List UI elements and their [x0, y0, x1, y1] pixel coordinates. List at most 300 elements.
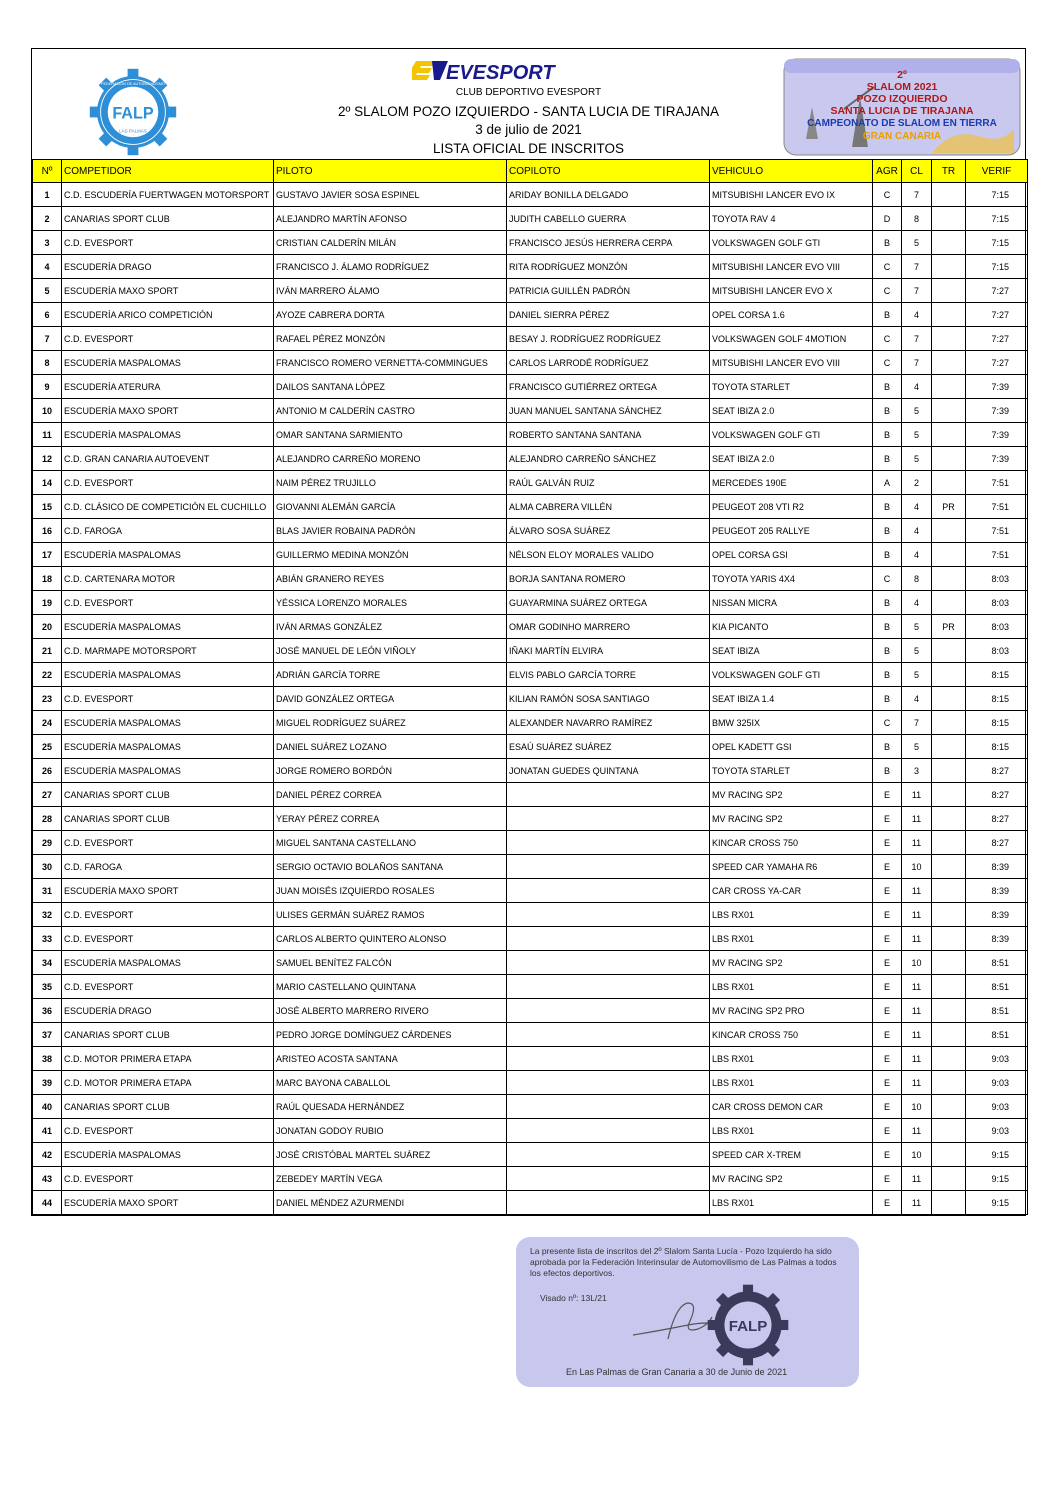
table-cell: SEAT IBIZA 2.0 — [710, 399, 873, 423]
table-cell: 24 — [33, 711, 62, 735]
table-row — [33, 615, 1028, 639]
table-cell: ABIÁN GRANERO REYES — [274, 567, 507, 591]
table-cell: E — [873, 783, 902, 807]
table-cell: C.D. CARTENARA MOTOR — [62, 567, 274, 591]
table-cell: 11 — [902, 1023, 932, 1047]
visado-number: Visado nº: 13L/21 — [540, 1293, 607, 1303]
table-cell: E — [873, 879, 902, 903]
table-cell: ESCUDERÍA MASPALOMAS — [62, 1143, 274, 1167]
table-cell — [932, 183, 966, 207]
table-cell: MARC BAYONA CABALLOL — [274, 1071, 507, 1095]
table-cell: ESCUDERÍA MASPALOMAS — [62, 711, 274, 735]
table-cell: OPEL KADETT GSI — [710, 735, 873, 759]
table-cell: C.D. ESCUDERÍA FUERTWAGEN MOTORSPORT — [62, 183, 274, 207]
table-cell: PR — [932, 495, 966, 519]
event-title: 2º SLALOM POZO IZQUIERDO - SANTA LUCIA DE TIRAJANA — [337, 104, 719, 119]
table-cell: KILIAN RAMÓN SOSA SANTIAGO — [507, 687, 710, 711]
table-cell: 7:15 — [966, 231, 1028, 255]
table-cell: SERGIO OCTAVIO BOLAÑOS SANTANA — [274, 855, 507, 879]
table-cell: 11 — [902, 999, 932, 1023]
table-cell: TOYOTA RAV 4 — [710, 207, 873, 231]
table-cell: FRANCISCO J. ÁLAMO RODRÍGUEZ — [274, 255, 507, 279]
table-cell: JOSÉ ALBERTO MARRERO RIVERO — [274, 999, 507, 1023]
table-row — [33, 279, 1028, 303]
table-cell: KINCAR CROSS 750 — [710, 831, 873, 855]
table-cell: LBS RX01 — [710, 927, 873, 951]
table-cell: 20 — [33, 615, 62, 639]
club-name: CLUB DEPORTIVO EVESPORT — [455, 87, 602, 98]
table-cell: 27 — [33, 783, 62, 807]
table-cell — [932, 975, 966, 999]
table-cell: 4 — [33, 255, 62, 279]
table-cell: E — [873, 831, 902, 855]
table-cell: CARLOS ALBERTO QUINTERO ALONSO — [274, 927, 507, 951]
table-row — [33, 711, 1028, 735]
table-cell: C.D. EVESPORT — [62, 975, 274, 999]
table-cell: 32 — [33, 903, 62, 927]
table-cell: 10 — [902, 855, 932, 879]
table-cell: 11 — [902, 807, 932, 831]
table-cell: 8:15 — [966, 687, 1028, 711]
table-cell: CANARIAS SPORT CLUB — [62, 207, 274, 231]
table-cell: B — [873, 303, 902, 327]
table-cell: 10 — [33, 399, 62, 423]
table-cell — [932, 1047, 966, 1071]
table-cell — [507, 1071, 710, 1095]
table-cell: 7:39 — [966, 399, 1028, 423]
list-title: LISTA OFICIAL DE INSCRITOS — [432, 141, 625, 156]
table-cell: 11 — [902, 783, 932, 807]
table-cell: CANARIAS SPORT CLUB — [62, 1023, 274, 1047]
table-cell: 5 — [902, 735, 932, 759]
event-date: 3 de julio de 2021 — [475, 122, 582, 137]
table-cell: 8:39 — [966, 879, 1028, 903]
table-cell: 4 — [902, 519, 932, 543]
table-cell: ARISTEO ACOSTA SANTANA — [274, 1047, 507, 1071]
table-cell: SPEED CAR YAMAHA R6 — [710, 855, 873, 879]
table-row — [33, 879, 1028, 903]
table-row — [33, 207, 1028, 231]
table-cell: C — [873, 711, 902, 735]
table-cell: 5 — [902, 399, 932, 423]
table-cell: 1 — [33, 183, 62, 207]
table-cell: DANIEL SUÁREZ LOZANO — [274, 735, 507, 759]
table-cell: ARIDAY BONILLA DELGADO — [507, 183, 710, 207]
table-row — [33, 951, 1028, 975]
falp-logo-center-text: FALP — [112, 104, 154, 123]
table-cell — [932, 663, 966, 687]
table-cell: 28 — [33, 807, 62, 831]
table-row — [33, 759, 1028, 783]
table-cell: BESAY J. RODRÍGUEZ RODRÍGUEZ — [507, 327, 710, 351]
table-cell — [932, 759, 966, 783]
table-cell: 38 — [33, 1047, 62, 1071]
table-cell: BMW 325IX — [710, 711, 873, 735]
table-cell: 7 — [902, 279, 932, 303]
table-row — [33, 231, 1028, 255]
table-cell: 5 — [902, 663, 932, 687]
table-cell: B — [873, 663, 902, 687]
table-cell: MERCEDES 190E — [710, 471, 873, 495]
table-cell: CANARIAS SPORT CLUB — [62, 783, 274, 807]
table-cell: 8:51 — [966, 1023, 1028, 1047]
table-cell: 7:51 — [966, 471, 1028, 495]
table-row — [33, 423, 1028, 447]
table-cell: 31 — [33, 879, 62, 903]
table-cell: ESCUDERÍA MAXO SPORT — [62, 879, 274, 903]
table-cell: C.D. EVESPORT — [62, 831, 274, 855]
table-cell: 2 — [33, 207, 62, 231]
table-cell: ESCUDERÍA MASPALOMAS — [62, 351, 274, 375]
table-cell — [932, 519, 966, 543]
table-cell: ADRIÁN GARCÍA TORRE — [274, 663, 507, 687]
table-cell: C.D. EVESPORT — [62, 231, 274, 255]
table-cell: RITA RODRÍGUEZ MONZÓN — [507, 255, 710, 279]
table-cell: ÁLVARO SOSA SUÁREZ — [507, 519, 710, 543]
table-row — [33, 663, 1028, 687]
table-cell: LBS RX01 — [710, 1191, 873, 1215]
table-cell: 7:51 — [966, 543, 1028, 567]
rally-plate — [782, 57, 1022, 157]
table-cell: ESCUDERÍA MASPALOMAS — [62, 543, 274, 567]
table-cell — [932, 1191, 966, 1215]
table-cell: PATRICIA GUILLÉN PADRÓN — [507, 279, 710, 303]
table-cell — [932, 807, 966, 831]
table-cell: CRISTIAN CALDERÍN MILÁN — [274, 231, 507, 255]
table-cell: 12 — [33, 447, 62, 471]
table-row — [33, 1167, 1028, 1191]
table-cell: 7:51 — [966, 495, 1028, 519]
table-cell: 2 — [902, 471, 932, 495]
table-cell: DAVID GONZÁLEZ ORTEGA — [274, 687, 507, 711]
table-cell: GUAYARMINA SUÁREZ ORTEGA — [507, 591, 710, 615]
table-row — [33, 567, 1028, 591]
table-cell: 10 — [902, 951, 932, 975]
table-cell: TOYOTA STARLET — [710, 375, 873, 399]
table-cell: MITSUBISHI LANCER EVO VIII — [710, 255, 873, 279]
table-cell: DANIEL PÉREZ CORREA — [274, 783, 507, 807]
table-row — [33, 591, 1028, 615]
table-cell: 29 — [33, 831, 62, 855]
table-cell — [932, 375, 966, 399]
table-cell: 26 — [33, 759, 62, 783]
table-cell: TOYOTA YARIS 4X4 — [710, 567, 873, 591]
table-cell — [507, 903, 710, 927]
table-cell: E — [873, 1143, 902, 1167]
table-cell: E — [873, 1095, 902, 1119]
table-cell: C.D. EVESPORT — [62, 1167, 274, 1191]
table-cell: ALEXANDER NAVARRO RAMÍREZ — [507, 711, 710, 735]
table-cell: 33 — [33, 927, 62, 951]
table-row — [33, 183, 1028, 207]
table-cell: YÉSSICA LORENZO MORALES — [274, 591, 507, 615]
table-cell: B — [873, 519, 902, 543]
table-cell: MV RACING SP2 — [710, 807, 873, 831]
table-cell: DANIEL SIERRA PÉREZ — [507, 303, 710, 327]
table-cell: 7:27 — [966, 327, 1028, 351]
table-cell — [507, 999, 710, 1023]
table-row — [33, 1047, 1028, 1071]
table-cell: 11 — [902, 879, 932, 903]
table-row — [33, 687, 1028, 711]
table-row — [33, 639, 1028, 663]
table-cell: PEUGEOT 205 RALLYE — [710, 519, 873, 543]
table-cell — [507, 1095, 710, 1119]
column-header: VERIF — [966, 160, 1028, 183]
table-cell: JOSÉ MANUEL DE LEÓN VIÑOLY — [274, 639, 507, 663]
table-cell: E — [873, 1167, 902, 1191]
falp-logo-bottom-text: LAS PALMAS — [119, 128, 147, 134]
table-cell — [932, 591, 966, 615]
table-cell: 4 — [902, 375, 932, 399]
table-cell: FRANCISCO ROMERO VERNETTA-COMMINGUES — [274, 351, 507, 375]
table-row — [33, 471, 1028, 495]
table-row — [33, 447, 1028, 471]
table-cell — [932, 279, 966, 303]
column-header: PILOTO — [274, 160, 507, 183]
table-cell: 8:15 — [966, 663, 1028, 687]
table-cell: ULISES GERMÁN SUÁREZ RAMOS — [274, 903, 507, 927]
table-cell: E — [873, 1191, 902, 1215]
table-cell: IÑAKI MARTÍN ELVIRA — [507, 639, 710, 663]
table-cell: E — [873, 855, 902, 879]
table-cell: 7:51 — [966, 519, 1028, 543]
table-cell: 11 — [902, 903, 932, 927]
table-cell: 5 — [902, 423, 932, 447]
table-cell: ESCUDERÍA MASPALOMAS — [62, 423, 274, 447]
table-cell: ALEJANDRO CARREÑO SÁNCHEZ — [507, 447, 710, 471]
table-cell — [932, 879, 966, 903]
table-cell — [507, 1023, 710, 1047]
table-cell: DAILOS SANTANA LÓPEZ — [274, 375, 507, 399]
table-cell — [507, 1047, 710, 1071]
table-cell: 41 — [33, 1119, 62, 1143]
table-cell: MV RACING SP2 — [710, 951, 873, 975]
table-cell: 39 — [33, 1071, 62, 1095]
table-cell: TOYOTA STARLET — [710, 759, 873, 783]
table-cell: A — [873, 471, 902, 495]
table-cell: 8:51 — [966, 975, 1028, 999]
table-cell: 8:03 — [966, 567, 1028, 591]
table-cell: 8:27 — [966, 783, 1028, 807]
table-cell: LBS RX01 — [710, 975, 873, 999]
table-cell: OPEL CORSA 1.6 — [710, 303, 873, 327]
table-cell: 8 — [902, 207, 932, 231]
table-cell: D — [873, 207, 902, 231]
table-cell — [932, 471, 966, 495]
table-cell: ESCUDERÍA MASPALOMAS — [62, 759, 274, 783]
table-cell — [932, 231, 966, 255]
table-cell: GUILLERMO MEDINA MONZÓN — [274, 543, 507, 567]
table-row — [33, 927, 1028, 951]
table-row — [33, 999, 1028, 1023]
table-cell: 8:39 — [966, 927, 1028, 951]
table-cell: ALEJANDRO MARTÍN AFONSO — [274, 207, 507, 231]
table-cell: 8:15 — [966, 735, 1028, 759]
table-cell: VOLKSWAGEN GOLF GTI — [710, 423, 873, 447]
table-cell: JUAN MOISÉS IZQUIERDO ROSALES — [274, 879, 507, 903]
table-cell: 9:03 — [966, 1095, 1028, 1119]
table-cell: AYOZE CABRERA DORTA — [274, 303, 507, 327]
table-cell — [507, 951, 710, 975]
table-row — [33, 303, 1028, 327]
table-cell: OMAR GODINHO MARRERO — [507, 615, 710, 639]
table-cell: VOLKSWAGEN GOLF GTI — [710, 663, 873, 687]
table-cell: RAFAEL PÉREZ MONZÓN — [274, 327, 507, 351]
table-cell: C.D. CLÁSICO DE COMPETICIÓN EL CUCHILLO — [62, 495, 274, 519]
table-cell: 11 — [902, 975, 932, 999]
table-cell — [507, 1191, 710, 1215]
table-cell: 8:15 — [966, 711, 1028, 735]
table-cell: C.D. MOTOR PRIMERA ETAPA — [62, 1071, 274, 1095]
rally-plate-line-3: POZO IZQUIERDO — [856, 93, 948, 105]
table-cell: KIA PICANTO — [710, 615, 873, 639]
table-cell — [932, 255, 966, 279]
table-cell: 11 — [902, 1191, 932, 1215]
table-cell: C — [873, 351, 902, 375]
table-cell: 43 — [33, 1167, 62, 1191]
inscription-sheet — [31, 48, 1026, 1216]
table-cell: B — [873, 759, 902, 783]
table-cell: B — [873, 615, 902, 639]
falp-stamp-icon — [706, 1283, 790, 1367]
table-cell: 8:51 — [966, 999, 1028, 1023]
table-cell: 7 — [902, 327, 932, 351]
table-cell: 15 — [33, 495, 62, 519]
table-cell — [507, 1119, 710, 1143]
table-cell — [507, 879, 710, 903]
table-cell: B — [873, 543, 902, 567]
table-cell: ESAÚ SUÁREZ SUÁREZ — [507, 735, 710, 759]
table-cell: 4 — [902, 303, 932, 327]
table-cell: 11 — [902, 831, 932, 855]
table-cell: 10 — [902, 1095, 932, 1119]
table-cell: JUAN MANUEL SANTANA SÁNCHEZ — [507, 399, 710, 423]
table-cell: 40 — [33, 1095, 62, 1119]
table-cell: 18 — [33, 567, 62, 591]
table-cell: 34 — [33, 951, 62, 975]
table-cell: C.D. EVESPORT — [62, 1119, 274, 1143]
table-cell: 36 — [33, 999, 62, 1023]
table-row — [33, 975, 1028, 999]
table-cell: ESCUDERÍA MASPALOMAS — [62, 615, 274, 639]
table-cell — [507, 783, 710, 807]
table-cell: GIOVANNI ALEMÁN GARCÍA — [274, 495, 507, 519]
table-cell: 7:39 — [966, 447, 1028, 471]
table-cell: ALEJANDRO CARREÑO MORENO — [274, 447, 507, 471]
table-cell: 44 — [33, 1191, 62, 1215]
inscription-table — [32, 159, 1028, 1215]
table-cell: PR — [932, 615, 966, 639]
table-cell: MITSUBISHI LANCER EVO IX — [710, 183, 873, 207]
table-cell: MITSUBISHI LANCER EVO X — [710, 279, 873, 303]
table-row — [33, 495, 1028, 519]
table-cell — [932, 783, 966, 807]
table-cell — [932, 423, 966, 447]
table-cell: 4 — [902, 543, 932, 567]
table-cell: ESCUDERÍA ATERURA — [62, 375, 274, 399]
table-cell — [932, 1143, 966, 1167]
table-cell: 11 — [902, 927, 932, 951]
table-cell: 9:03 — [966, 1119, 1028, 1143]
table-cell: 9 — [33, 375, 62, 399]
table-cell: 8 — [33, 351, 62, 375]
table-cell: CAR CROSS DEMON CAR — [710, 1095, 873, 1119]
table-cell: JORGE ROMERO BORDÓN — [274, 759, 507, 783]
table-cell: 8:39 — [966, 855, 1028, 879]
table-cell: MV RACING SP2 — [710, 783, 873, 807]
table-cell: 9:15 — [966, 1191, 1028, 1215]
table-cell: NAIM PÉREZ TRUJILLO — [274, 471, 507, 495]
table-row — [33, 783, 1028, 807]
table-cell: B — [873, 399, 902, 423]
table-cell: 5 — [902, 615, 932, 639]
table-cell: CANARIAS SPORT CLUB — [62, 1095, 274, 1119]
table-cell: PEDRO JORGE DOMÍNGUEZ CÁRDENES — [274, 1023, 507, 1047]
table-cell: OMAR SANTANA SARMIENTO — [274, 423, 507, 447]
table-cell — [932, 1023, 966, 1047]
table-cell: OPEL CORSA GSI — [710, 543, 873, 567]
table-cell: ANTONIO M CALDERÍN CASTRO — [274, 399, 507, 423]
table-row — [33, 327, 1028, 351]
rally-plate-line-2: SLALOM 2021 — [866, 81, 938, 93]
table-cell: MV RACING SP2 — [710, 1167, 873, 1191]
table-cell: NISSAN MICRA — [710, 591, 873, 615]
table-cell: 8:03 — [966, 591, 1028, 615]
table-cell: 14 — [33, 471, 62, 495]
table-cell — [507, 831, 710, 855]
table-cell: 9:03 — [966, 1047, 1028, 1071]
table-cell: E — [873, 951, 902, 975]
table-cell — [932, 1167, 966, 1191]
table-cell: B — [873, 687, 902, 711]
table-cell: 7:27 — [966, 279, 1028, 303]
table-cell: 8 — [902, 567, 932, 591]
table-cell: 8:03 — [966, 615, 1028, 639]
table-cell: VOLKSWAGEN GOLF 4MOTION — [710, 327, 873, 351]
table-cell: 11 — [33, 423, 62, 447]
table-cell — [932, 447, 966, 471]
table-cell: E — [873, 999, 902, 1023]
column-header: TR — [932, 160, 966, 183]
table-cell — [932, 1095, 966, 1119]
table-cell: E — [873, 903, 902, 927]
table-cell — [932, 831, 966, 855]
table-cell: 5 — [902, 639, 932, 663]
table-cell — [507, 807, 710, 831]
table-cell: JONATAN GUEDES QUINTANA — [507, 759, 710, 783]
table-cell: C.D. EVESPORT — [62, 927, 274, 951]
table-cell: ZEBEDEY MARTÍN VEGA — [274, 1167, 507, 1191]
falp-logo-ring-text: FEDERACIÓN DE AUTOMOVILISMO — [101, 82, 165, 86]
table-cell: E — [873, 1071, 902, 1095]
table-row — [33, 1143, 1028, 1167]
table-cell — [932, 903, 966, 927]
table-cell: 3 — [33, 231, 62, 255]
table-cell — [932, 999, 966, 1023]
table-cell: 42 — [33, 1143, 62, 1167]
table-cell: C.D. FAROGA — [62, 855, 274, 879]
table-cell: E — [873, 1023, 902, 1047]
table-cell — [932, 1071, 966, 1095]
table-cell: 7:27 — [966, 351, 1028, 375]
table-cell: LBS RX01 — [710, 903, 873, 927]
table-cell: LBS RX01 — [710, 1071, 873, 1095]
table-cell: B — [873, 495, 902, 519]
table-cell: 7 — [902, 183, 932, 207]
column-header: AGR — [873, 160, 902, 183]
table-cell: SEAT IBIZA 2.0 — [710, 447, 873, 471]
